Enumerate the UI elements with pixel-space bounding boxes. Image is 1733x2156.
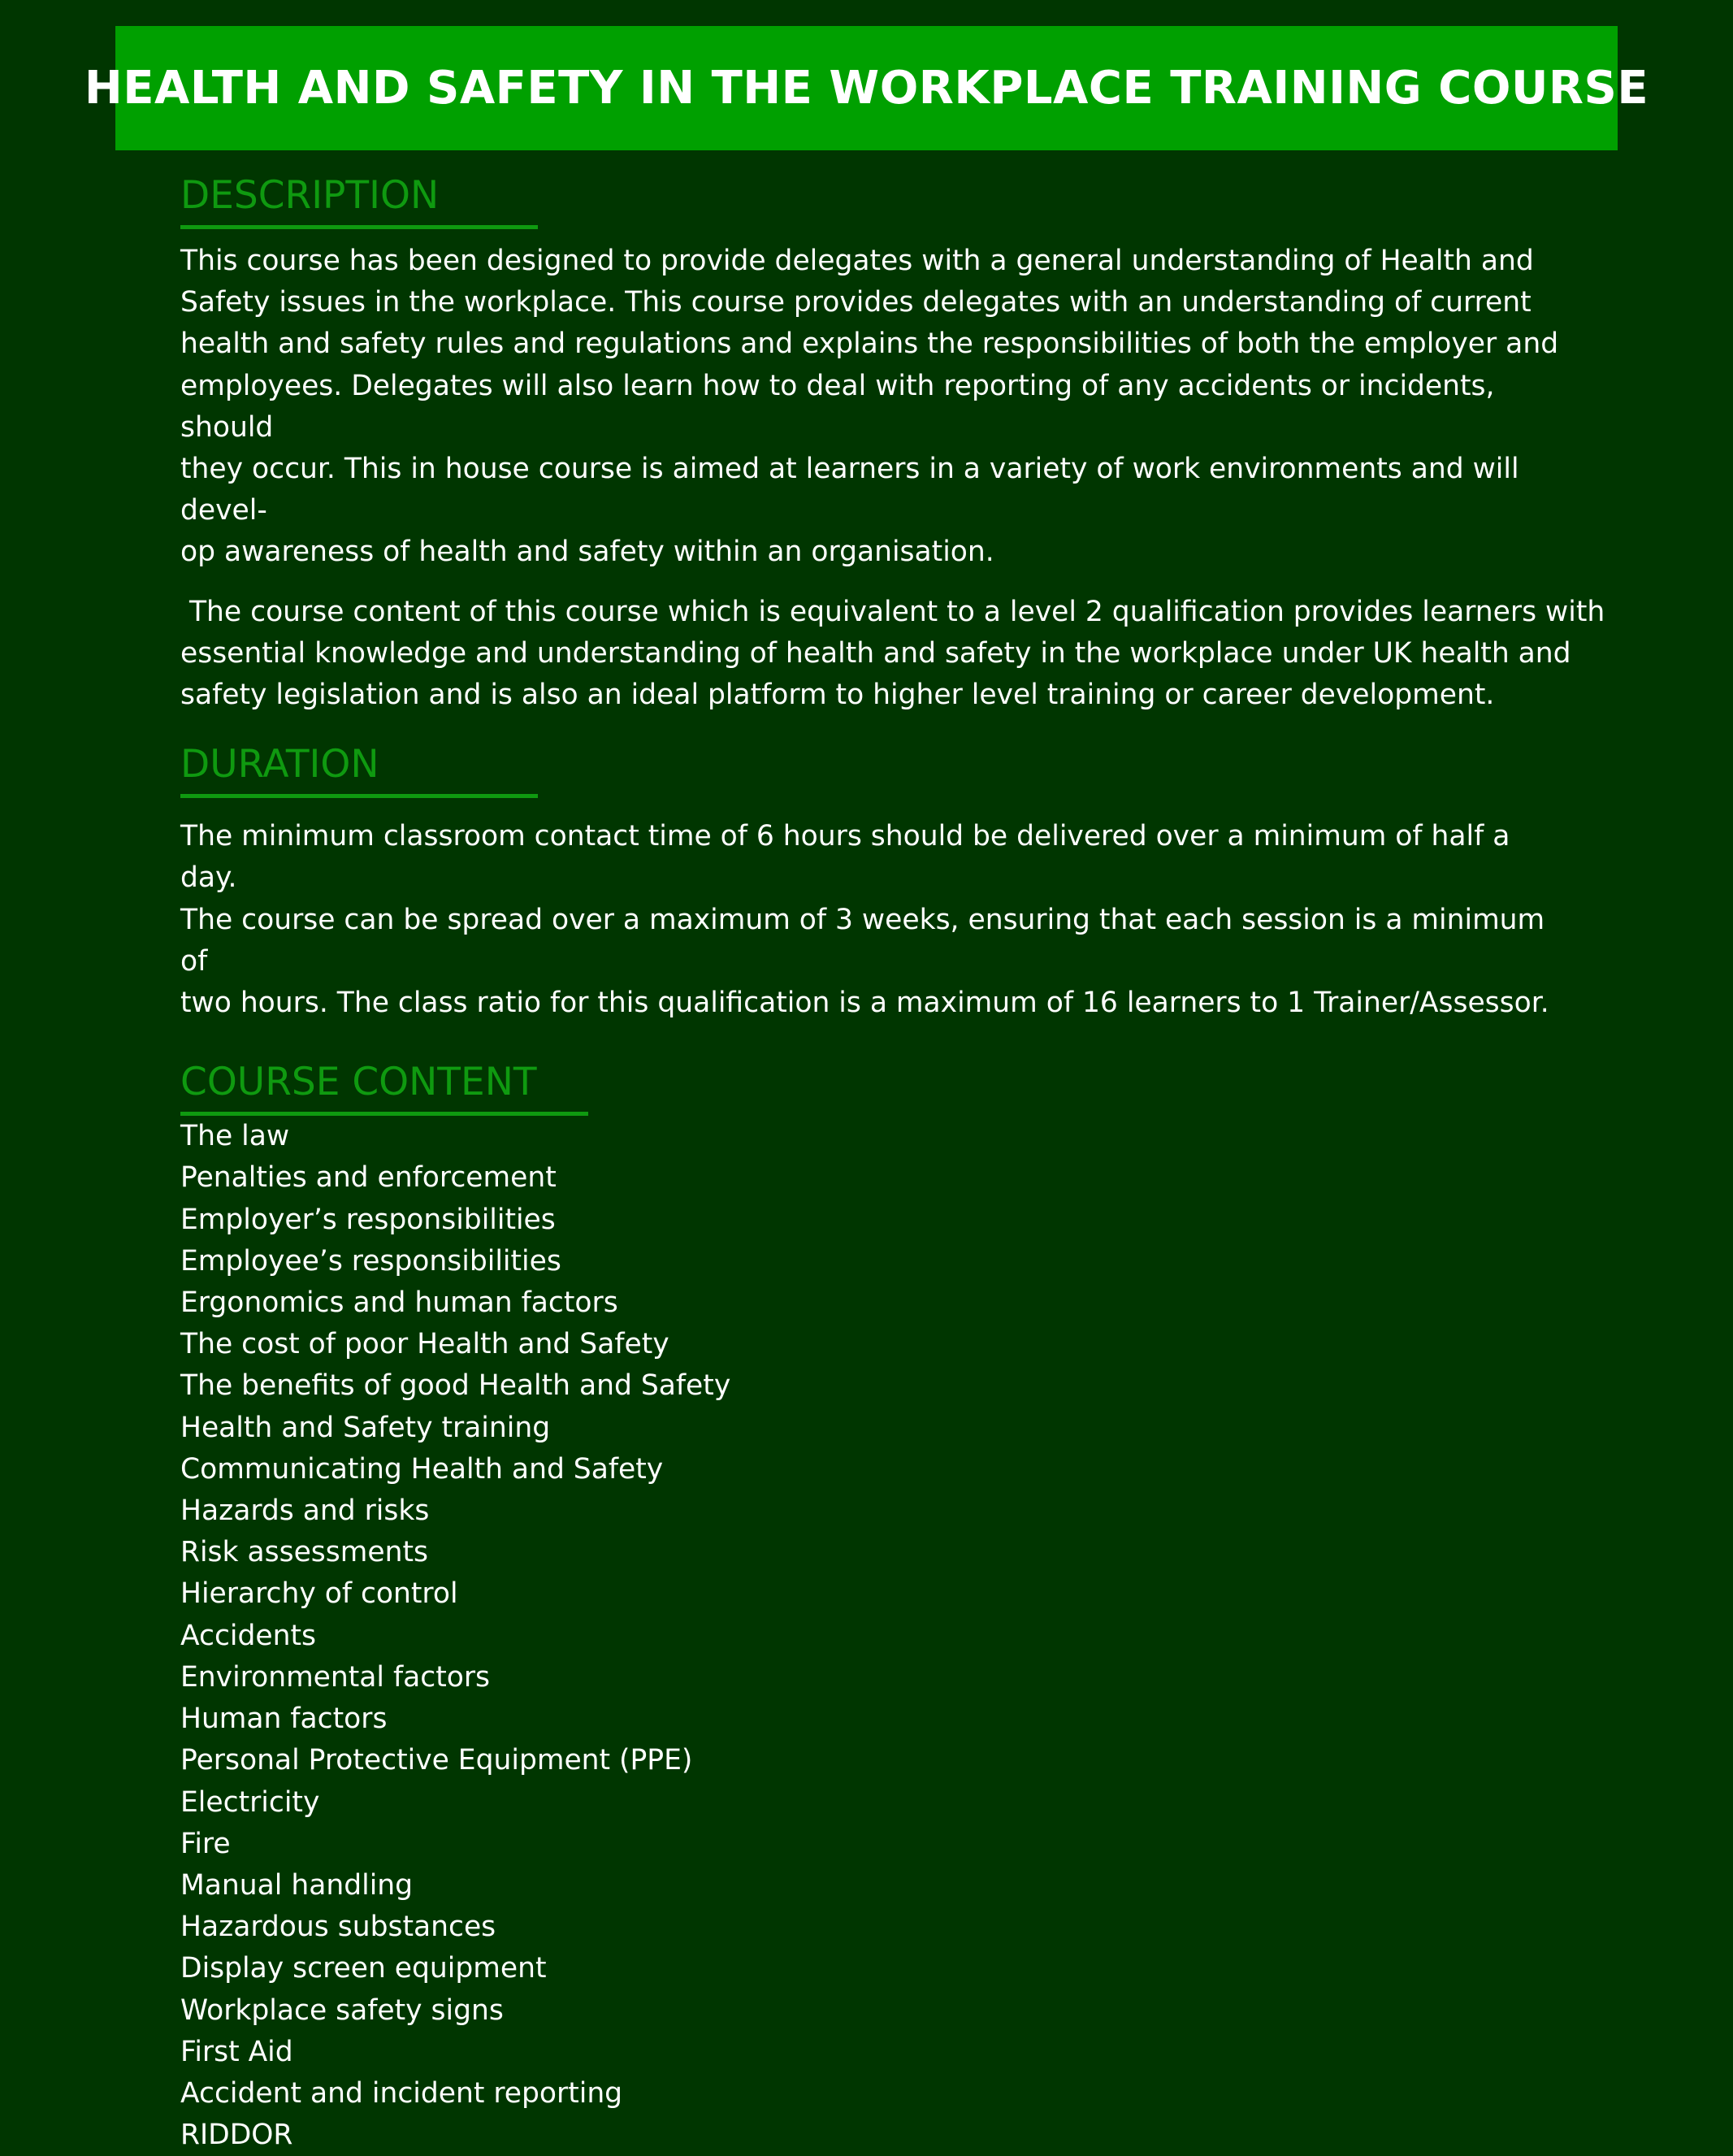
course-content-heading: COURSE CONTENT xyxy=(180,1060,537,1105)
page-title: HEALTH AND SAFETY IN THE WORKPLACE TRAINING COURSE xyxy=(84,62,1649,115)
course-content-list xyxy=(180,1116,1562,2156)
list-item: Display screen equipment xyxy=(180,1952,547,1985)
duration-heading: DURATION xyxy=(180,742,379,787)
duration-paragraph-line: The course can be spread over a maximum of 3 weeks, ensuring that each session is a minimum of xyxy=(180,903,1545,978)
description-paragraph-1-line: employees. Delegates will also learn how to deal with reporting of any accidents or incidents, should xyxy=(180,369,1495,444)
description-paragraph-1-line: This course has been designed to provide delegates with a general understanding of Health and xyxy=(180,245,1534,277)
list-item: Fire xyxy=(180,1827,231,1860)
list-item: RIDDOR xyxy=(180,2119,293,2152)
duration-paragraph-line: two hours. The class ratio for this qualification is a maximum of 16 learners to 1 Trainer/Assessor. xyxy=(180,987,1549,1020)
description-paragraph-2-line: safety legislation and is also an ideal platform to higher level training or career development. xyxy=(180,679,1495,712)
description-heading: DESCRIPTION xyxy=(180,173,440,218)
description-paragraph-1 xyxy=(180,241,1562,574)
list-item: Hazards and risks xyxy=(180,1494,430,1528)
list-item: The benefits of good Health and Safety xyxy=(180,1369,731,1403)
list-item: Hazardous substances xyxy=(180,1911,496,1944)
description-paragraph-2-line: essential knowledge and understanding of health and safety in the workplace under UK health and xyxy=(180,636,1571,670)
main-content xyxy=(180,167,1605,2156)
list-item: Human factors xyxy=(180,1703,388,1736)
description-paragraph-1-line: health and safety rules and regulations and explains the responsibilities of both the employer and xyxy=(180,328,1559,361)
description-paragraph-2 xyxy=(180,592,1605,717)
list-item: Environmental factors xyxy=(180,1660,491,1694)
list-item: Penalties and enforcement xyxy=(180,1161,557,1195)
list-item: The law xyxy=(180,1120,290,1153)
list-item: The cost of poor Health and Safety xyxy=(180,1328,669,1361)
description-paragraph-2-line: The course content of this course which is equivalent to a level 2 qualification provides learners with xyxy=(180,595,1605,628)
list-item: Accident and incident reporting xyxy=(180,2076,623,2110)
list-item: Personal Protective Equipment (PPE) xyxy=(180,1744,693,1777)
description-paragraph-1-line: they occur. This in house course is aimed at learners in a variety of work environments and will devel- xyxy=(180,453,1519,527)
list-item: Ergonomics and human factors xyxy=(180,1286,618,1320)
title-banner xyxy=(84,26,1649,150)
list-item: Manual handling xyxy=(180,1868,414,1902)
list-item: Accidents xyxy=(180,1619,317,1652)
duration-paragraph xyxy=(180,816,1562,1024)
list-item: Workplace safety signs xyxy=(180,1993,504,2027)
description-heading-underline xyxy=(180,225,538,229)
list-item: Employee’s responsibilities xyxy=(180,1244,561,1278)
list-item: Electricity xyxy=(180,1785,320,1819)
list-item: Hierarchy of control xyxy=(180,1577,458,1611)
duration-section xyxy=(180,735,1562,1024)
list-item: Communicating Health and Safety xyxy=(180,1452,664,1486)
duration-heading-underline xyxy=(180,794,538,798)
duration-paragraph-line: The minimum classroom contact time of 6 hours should be delivered over a minimum of half a day. xyxy=(180,820,1510,895)
description-paragraph-1-line: Safety issues in the workplace. This course provides delegates with an understanding of current xyxy=(180,286,1532,319)
course-content-section xyxy=(180,1053,1562,2156)
list-item: Risk assessments xyxy=(180,1536,428,1569)
list-item: Health and Safety training xyxy=(180,1411,551,1444)
list-item: First Aid xyxy=(180,2035,293,2068)
description-section xyxy=(180,167,1605,716)
description-paragraph-1-line: op awareness of health and safety within an organisation. xyxy=(180,536,994,569)
list-item: Employer’s responsibilities xyxy=(180,1203,556,1236)
